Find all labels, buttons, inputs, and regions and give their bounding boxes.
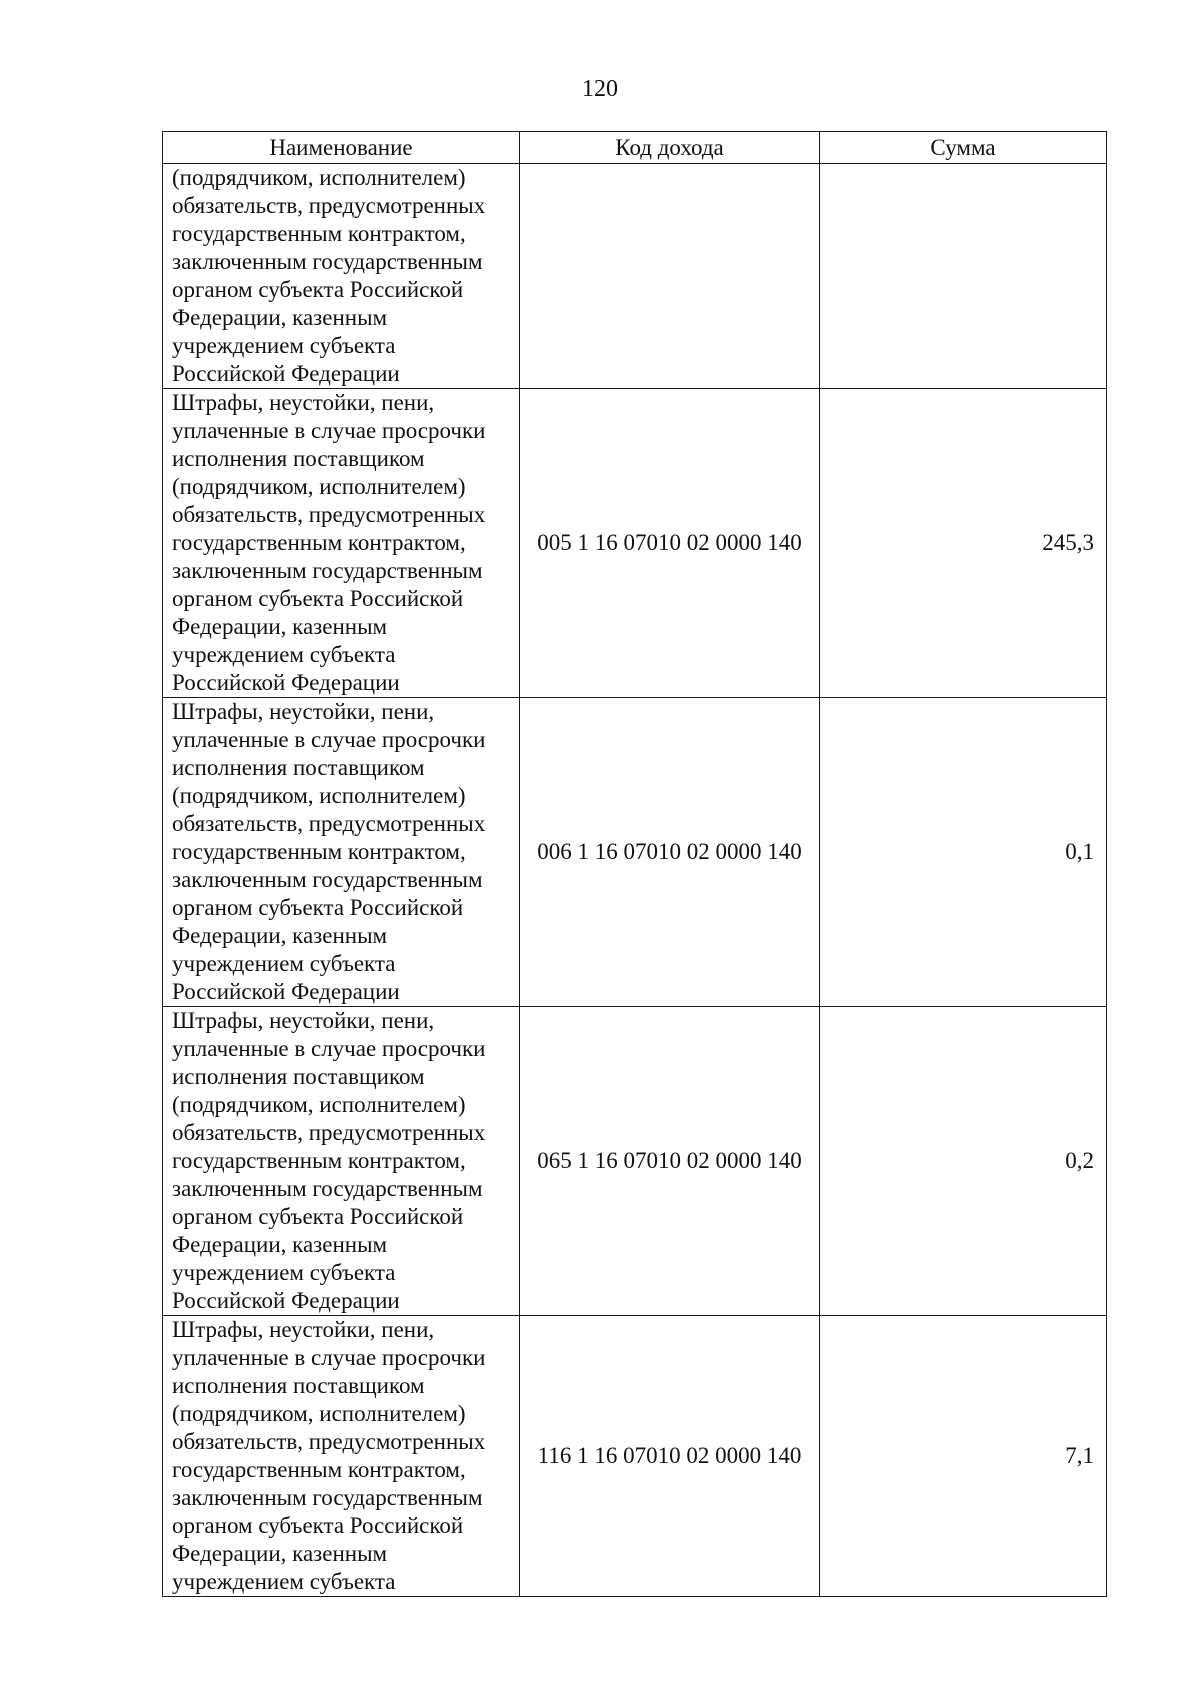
row-code-cell: 065 1 16 07010 02 0000 140 [520,1007,820,1316]
header-code: Код дохода [520,132,820,164]
table-row [163,1007,1107,1316]
header-sum: Сумма [820,132,1107,164]
page-number: 120 [582,76,618,102]
table-header-row [163,132,1107,164]
row-code-cell: 116 1 16 07010 02 0000 140 [520,1316,820,1597]
row-sum-cell: 245,3 [820,389,1107,698]
table-row [163,698,1107,1007]
row-code-cell [520,164,820,389]
table-row [163,1316,1107,1597]
row-name-cell: Штрафы, неустойки, пени, уплаченные в случае просрочки исполнения поставщиком (подрядчиком, исполнителем) обязательств, предусмотренных государственным контрактом, заключенным государственным органом субъекта Российской Федерации, казенным учреждением субъекта Российской Федерации [163,389,520,698]
row-code-cell: 006 1 16 07010 02 0000 140 [520,698,820,1007]
row-sum-cell: 0,1 [820,698,1107,1007]
revenue-table [162,131,1107,1597]
table-row [163,389,1107,698]
row-sum-cell [820,164,1107,389]
row-name-cell: Штрафы, неустойки, пени, уплаченные в случае просрочки исполнения поставщиком (подрядчиком, исполнителем) обязательств, предусмотренных государственным контрактом, заключенным государственным органом субъекта Российской Федерации, казенным учреждением субъекта Российской Федерации [163,698,520,1007]
row-name-cell: Штрафы, неустойки, пени, уплаченные в случае просрочки исполнения поставщиком (подрядчиком, исполнителем) обязательств, предусмотренных государственным контрактом, заключенным государственным органом субъекта Российской Федерации, казенным учреждением субъекта Российской Федерации [163,1007,520,1316]
row-sum-cell: 0,2 [820,1007,1107,1316]
row-name-cell: Штрафы, неустойки, пени, уплаченные в случае просрочки исполнения поставщиком (подрядчиком, исполнителем) обязательств, предусмотренных государственным контрактом, заключенным государственным органом субъекта Российской Федерации, казенным учреждением субъекта [163,1316,520,1597]
table-row [163,164,1107,389]
header-name: Наименование [163,132,520,164]
row-name-cell: (подрядчиком, исполнителем) обязательств, предусмотренных государственным контрактом, заключенным государственным органом субъекта Российской Федерации, казенным учреждением субъекта Российской Федерации [163,164,520,389]
row-sum-cell: 7,1 [820,1316,1107,1597]
row-code-cell: 005 1 16 07010 02 0000 140 [520,389,820,698]
